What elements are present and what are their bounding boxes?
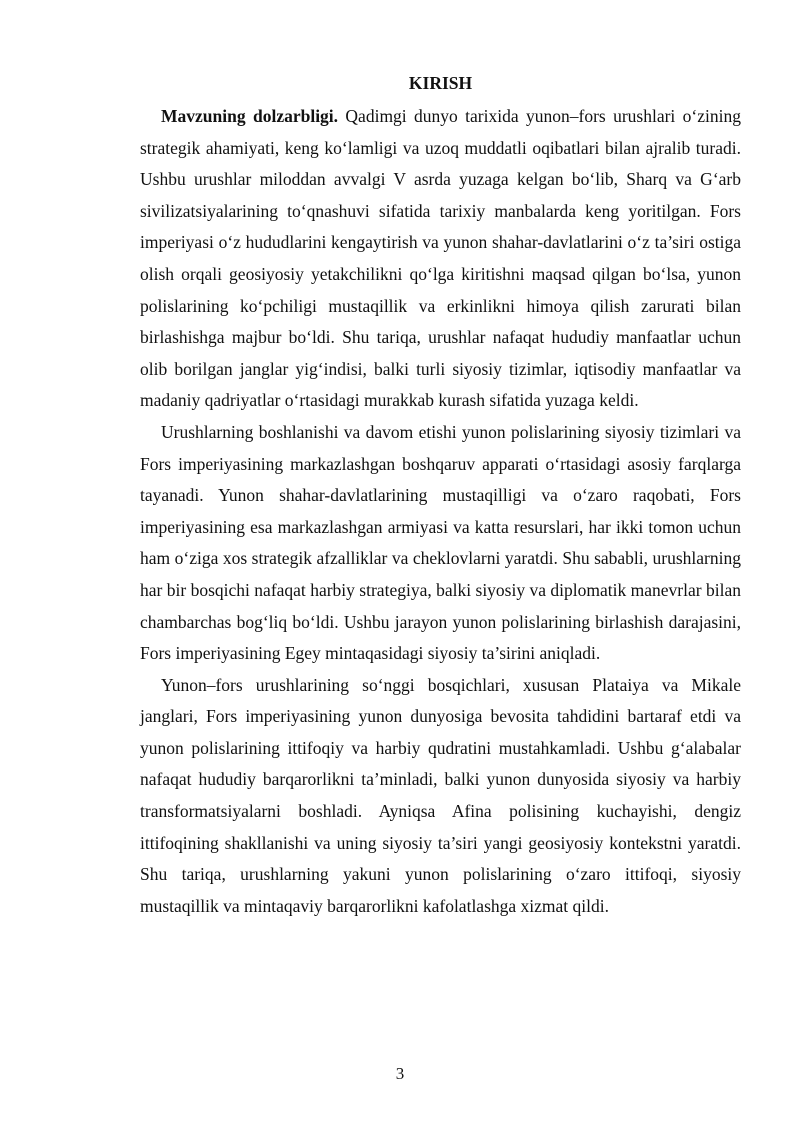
paragraph-text: Yunon–fors urushlarining so‘nggi bosqichlari, xususan Plataiya va Mikale janglari, Fors imperiyasining yunon dunyosiga bevosita tahdidini bartaraf etdi va yunon polislarining ittifoqiy va harbiy qudratini mustahkamladi. Ushbu g‘alabalar nafaqat hududiy barqarorlikni ta’minladi, balki yunon dunyosida siyosiy va harbiy transformatsiyalarni boshladi. Ayniqsa Afina polisining kuchayishi, dengiz ittifoqining shakllanishi va uning siyosiy ta’siri yangi geosiyosiy kontekstni yaratdi. Shu tariqa, urushlarning yakuni yunon polislarining o‘zaro ittifoqi, siyosiy mustaqillik va mintaqaviy barqarorlikni kafolatlashga xizmat qildi. — [140, 674, 741, 916]
page-content — [140, 72, 741, 922]
paragraph-final-stages — [140, 670, 741, 923]
section-title: KIRISH — [408, 73, 473, 93]
paragraph-relevance — [140, 101, 741, 417]
paragraph-causes — [140, 417, 741, 670]
paragraph-text: Qadimgi dunyo tarixida yunon–fors urushlari o‘zining strategik ahamiyati, keng ko‘lamligi va uzoq muddatli oqibatlari bilan ajralib turadi. Ushbu urushlar miloddan avvalgi V asrda yuzaga kelgan bo‘lib, Sharq va G‘arb sivilizatsiyalarining to‘qnashuvi sifatida tarixiy manbalarda keng yoritilgan. Fors imperiyasi o‘z hududlarini kengaytirish va yunon shahar-davlatlarini o‘z ta’siri ostiga olish orqali geosiyosiy yetakchilikni qo‘lga kiritishni maqsad qilgan bo‘lsa, yunon polislarining ko‘pchiligi mustaqillik va erkinlikni himoya qilish zarurati bilan birlashishga majbur bo‘ldi. Shu tariqa, urushlar nafaqat hududiy manfaatlar uchun olib borilgan janglar yig‘indisi, balki turli siyosiy tizimlar, iqtisodiy manfaatlar va madaniy qadriyatlar o‘rtasidagi murakkab kurash sifatida yuzaga keldi. — [140, 106, 741, 411]
paragraph-text: Urushlarning boshlanishi va davom etishi yunon polislarining siyosiy tizimlari va Fors imperiyasining markazlashgan boshqaruv apparati o‘rtasidagi asosiy farqlarga tayanadi. Yunon shahar-davlatlarining mustaqilligi va o‘zaro raqobati, Fors imperiyasining esa markazlashgan armiyasi va katta resurslari, har ikki tomon uchun ham o‘ziga xos strategik afzalliklar va cheklovlarni yaratdi. Shu sababli, urushlarning har bir bosqichi nafaqat harbiy strategiya, balki siyosiy va diplomatik manevrlar bilan chambarchas bog‘liq bo‘ldi. Ushbu jarayon yunon polislarining birlashish darajasini, Fors imperiyasining Egey mintaqasidagi siyosiy ta’sirini aniqladi. — [140, 421, 741, 664]
page-number: 3 — [395, 1064, 405, 1083]
paragraph-lead: Mavzuning dolzarbligi. — [161, 106, 339, 126]
